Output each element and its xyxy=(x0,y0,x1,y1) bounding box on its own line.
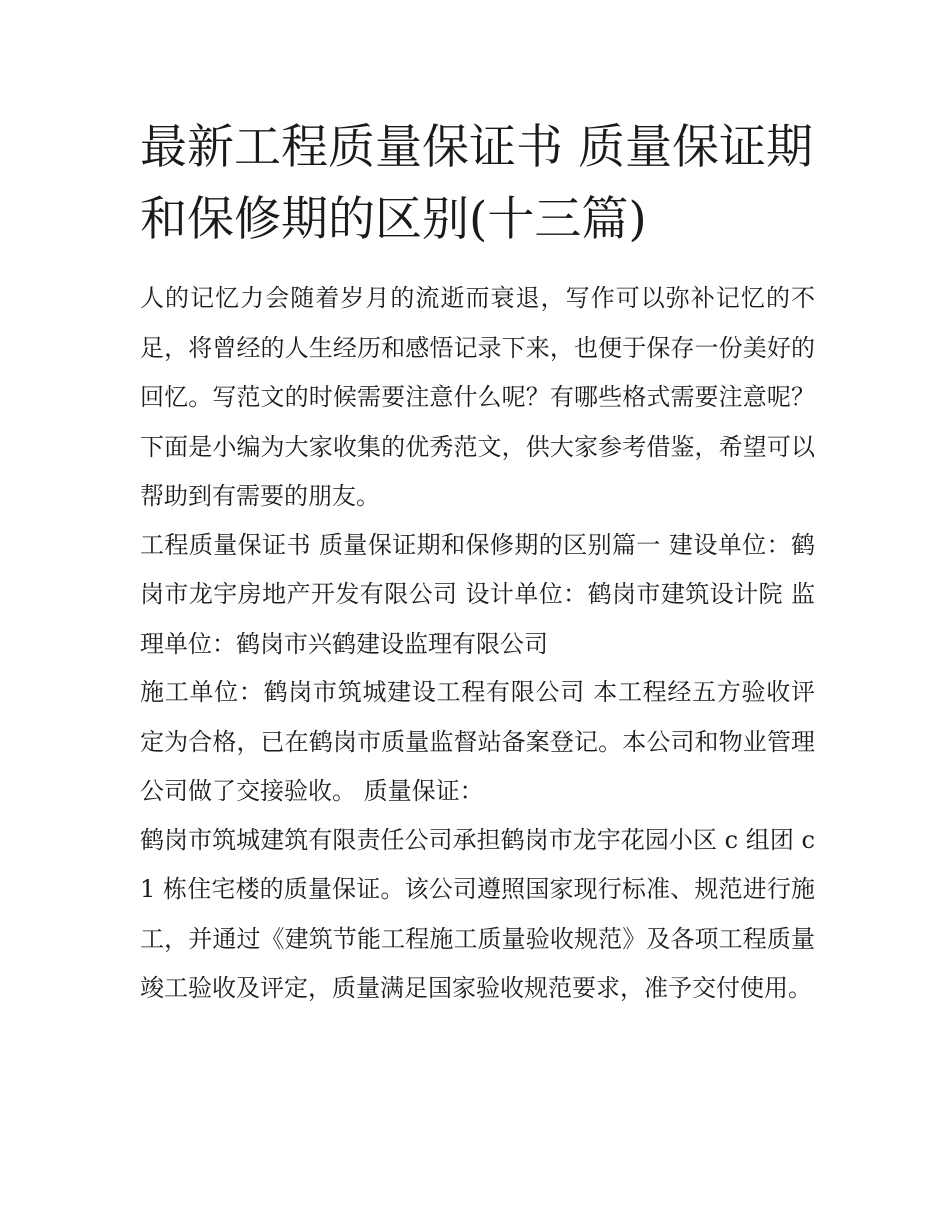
intro-paragraph: 人的记忆力会随着岁月的流逝而衰退，写作可以弥补记忆的不足，将曾经的人生经历和感悟记录下来，也便于保存一份美好的回忆。写范文的时候需要注意什么呢？有哪些格式需要注意呢？下面是小编为大家收集的优秀范文，供大家参考借鉴，希望可以帮助到有需要的朋友。 xyxy=(140,284,815,510)
document-title: 最新工程质量保证书 质量保证期和保修期的区别(十三篇) xyxy=(140,120,813,247)
document-page xyxy=(140,112,815,1013)
construction-unit-paragraph: 施工单位：鹤岗市筑城建设工程有限公司 本工程经五方验收评定为合格，已在鹤岗市质量监督站备案登记。本公司和物业管理公司做了交接验收。 质量保证： xyxy=(140,678,815,805)
units-paragraph: 工程质量保证书 质量保证期和保修期的区别篇一 建设单位：鹤岗市龙宇房地产开发有限公司 设计单位：鹤岗市建筑设计院 监理单位：鹤岗市兴鹤建设监理有限公司 xyxy=(140,530,815,658)
quality-guarantee-paragraph: 鹤岗市筑城建筑有限责任公司承担鹤岗市龙宇花园小区 c 组团 c1 栋住宅楼的质量保证。该公司遵照国家现行标准、规范进行施工，并通过《建筑节能工程施工质量验收规范》及各项工程质量竣工验收及评定，质量满足国家验收规范要求，准予交付使用。 xyxy=(140,825,815,1002)
